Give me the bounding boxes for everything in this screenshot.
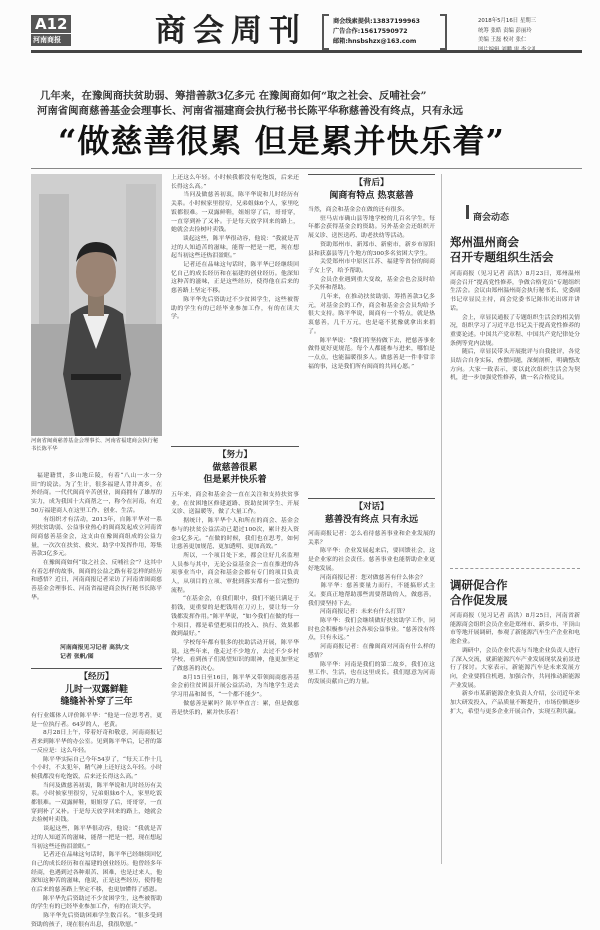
- section-1-title: 儿时一双露鲜鞋 缝缝补补穿了三年: [60, 685, 133, 707]
- section-title: 商会周刊: [155, 13, 307, 49]
- news-2-title: 调研促合作 合作促发展: [450, 578, 508, 607]
- intro-text: 福建籍贯，多山地丘陵，有着“八山一水一分田”的说法。为了生计，很多福建人背井离乡，在外经商。一代代闽商辛苦创业，闽商拥有了雄厚的实力，成为我国十大商帮之一，称今在河南，有近50万福建商人在这里工作、创业、生活。 有组织才有活动，2013年，自陈平华对一系列扶贫助弱、公益事业热心的闽商发起成立河南省闽商慈善基金会，这支由在豫闽商组成的公益力量，一次次在扶贫、救灾、助学中发挥作用，筹集善款3亿多元。 在豫闽商如何“取之社会、反哺社会”？这其中有着怎样的故事，闽商的公益之路有着怎样的经历和感悟？近日，河南商报记者采访了河南省闽商慈善基金会理事长、河南省福建商会执行秘书长陈平华。: [31, 473, 162, 601]
- paper-name-box: [31, 34, 71, 46]
- column-2-top-text: 上还这么年轻。小时候我都没有吃饱饭，后来还长得这么高。” 当问及做慈善初衷，陈平华说和儿时经历有关系。小时候家里很穷，兄弟姐妹6个人，家里吃饭都很难。一双露鲜鞋，姐姐穿了后，哥哥穿，一直穿到补了又补。于是每天放学回来的路上，她就会去捡树叶卖钱。 谈起这些，陈平华很动容，他说：“我就是苦过的人知道苦的滋味，能帮一把是一把，现在想起当初这些还热泪盈眶。” 记者还在品味这句话时，陈平华已经继续回忆自己的成长经历和在福建的创业经历。他深知这种苦的滋味，正是这些经历，使得他在后来的慈善路上坚定不移。 陈平华先后资助过不少贫困学生，这些被帮助的学生有的已经毕业参加工作，有的在读大学。: [171, 175, 299, 321]
- section-1-header: 【经历】: [79, 672, 114, 682]
- email: 邮箱:hnsbshzx@163.com: [333, 38, 417, 45]
- section-2-rule: [171, 446, 299, 447]
- page-number: A12: [35, 15, 68, 33]
- sidebar-separator: [450, 568, 580, 569]
- section-4-header: 【对话】: [354, 502, 389, 512]
- photo-caption: 河南省闽商慈善基金会理事长、河南省福建商会执行秘书长陈平华: [31, 438, 159, 452]
- designer-credit: 美编 王磊 校对 张仁: [478, 37, 527, 43]
- section-3-body: 当然，商会和基金会在做的还有很多。 驻马店市确山县等地学校的几百名学生，每年都会获得基金会的资助。另外基金会还组织开展义诊、送医送药、助老扶幼等活动。 资助郑州市、新郑市、新密市，新乡市原阳县和获嘉县等几个地方的300多名贫困大学生。 关爱郑州市中原区江苏、福建等省份的闽商子女上学，给予帮助。 会员企业遇到重大变故，基金会也会及时给予关怀和帮助。 几年来，在推动扶贫助弱、筹措善款3亿多元，对基金会的工作，商会和基金会会员均给予很大支持。陈平华说，闽商有一个特点，就是热衷慈善，几千万元，也是毫不犹豫就拿出来捐了。 陈平华说：“我们将坚持做下去，把慈善事业做得更好更规范。每个人都能参与进来，哪怕是一点点，也能温暖很多人。做慈善是一件非常幸福的事，这是我们所有闽商的共同心愿。”: [308, 207, 435, 370]
- masthead-rule: [31, 50, 582, 53]
- masthead-contact: [333, 17, 441, 47]
- hotline: 商会线索提供:13837199963: [333, 18, 420, 25]
- section-bracket-right: [440, 14, 447, 50]
- section-3-title: 闽商有特点 热衷慈善: [329, 191, 414, 201]
- headline-main: “做慈善很累 但是累并快乐着”: [58, 122, 505, 160]
- news-1-body: 河南商报（见习记者 高洪）8月23日，郑州温州商会召开“提高党性修养，争做合格党员”专题组织生活会。会议由郑州温州商会执行秘书长、党委副书记章显民主持，商会党委书记陈伟光出席并讲话。 会上，章显民通报了专题组织生活会的相关情况，组织学习了习近平总书记关于提高党性修养的重要论述。中国共产党章程、中国共产党纪律处分条例等党内法规。 随后，章显民带头开展批评与自我批评，各党员结合自身实际，查摆问题，深刻剖析，明确整改方向。大家一致表示，要以此次组织生活会为契机，进一步加强党性修养，做一名合格党员。: [450, 271, 580, 382]
- section-1-body: 有行业媒体人评价陈平华：“他是一位思考者，更是一位执行者。64岁的人，老黄。 8月28日上午，带着好奇和敬意，河南商报记者来到陈平华的办公室。见到陈平华后，记者的第一反应是：这么年轻。 陈平华实际自己今年54岁了，“每天工作十几个小时，不太犯年，精气神上还好这么年轻。小时候我都没有吃饱饭，后来还长得这么高。” 当问及做慈善初衷，陈平华说和儿时经历有关系。小时候家里很穷，兄弟姐妹6个人，家里吃饭都很难。一双露鲜鞋，姐姐穿了后，哥哥穿，一直穿到补了又补。于是每天放学回来的路上，她就会去捡树叶卖钱。 谈起这些，陈平华很动容，他说：“我就是苦过的人知道苦的滋味，能帮一把是一把，现在想起当初这些还热泪盈眶。” 记者还在品味这句话时，陈平华已经继续回忆自己的成长经历和在福建的创业经历。他曾经多年经商，也遇到过各种艰苦、困难，也是过来人，他深知这种苦的滋味，他说，正是这些经历，使得他在后来的慈善路上坚定不移，也更加懂得了感恩。 陈平华先后资助过不少贫困学生，这些被帮助的学生有的已经毕业参加工作，有的在读大学。 陈平华先后资助困难学生数百名。“很多受到资助的孩子，现在很有出息，我很欣慰。”: [31, 713, 162, 928]
- news-1-title: 郑州温州商会 召开专题组织生活会: [450, 235, 554, 264]
- section-2-body: 五年来，商会和基金会一直在关注和支持扶贫事业，在贫困地区修建道路、资助贫困学生、开展义诊、送温暖等，做了大量工作。 据统计，陈平华个人和所在的商会、基金会参与的扶贫公益活动已超过100次，累计投入资金3亿多元。“在做的时候，我们也在思考，如何让慈善更加规范、更加透明、更加高效。” 所以，一个项目处下来，都会让好几名监理人员参与其中，无论公益基金会一直在推进的各项事业当中，商会和基金会都有专门的项目负责人，从项目的立项、审批到落实都有一套完整的流程。 “在基金会，在我们眼中，我们不能只满足于捐钱，更重要的是把钱用在刀刃上，要让每一分钱都发挥作用。”陈平华说，“如今我们在做的每一个项目，都是希望把项目的投入、执行、效果都做到最好。” 学校每年都有很多的扶助活动开展，陈平华说，这些年来，他走过不少地方，去过不少乡村学校，看到孩子们渴望知识的眼神，他更加坚定了做慈善的决心。 8月15日至16日，陈平华又带领闽商慈善基金会前往贫困县开展公益活动，为当地学生送去学习用品和图书，“一个都不能少”。 做慈善是累吗？陈平华直言：累，但是做慈善是快乐的，累并快乐着！: [171, 492, 299, 716]
- paper-name: 河南商报: [33, 36, 61, 44]
- section-4-rule: [308, 498, 435, 499]
- section-4-body: 河南商报记者：怎么看待慈善事业和企业发展的关系？ 陈平华：企业发展起来后，要回馈社会，这是企业家的社会责任。慈善事业也能帮助企业更好地发展。 河南商报记者：您对做慈善有什么体会？ 陈平华：慈善要量力而行，不能搞形式主义。要真正地帮助那些需要帮助的人，做慈善，我们要坚持下去。 河南商报记者：未来有什么打算？ 陈平华：我们会继续做好扶贫助学工作，同时也会积极参与社会各项公益事业。“慈善没有终点，只有永远。” 河南商报记者：在豫闽商对河南有什么样的感情？ 陈平华：河南是我们的第二故乡，我们在这里工作、生活，也在这里成长。我们愿意为河南的发展贡献自己的力量。: [308, 531, 435, 685]
- page-number-box: [31, 15, 71, 33]
- portrait-photo: [31, 174, 162, 436]
- news-2-body: 河南商报（见习记者 高洪）8月25日，河南省新能源商会组织会员企业赴郑州市、新乡市、平顶山市等地开展调研，参观了新能源汽车生产企业和电池企业。 调研中，会员企业代表与当地企业负责人进行了深入交流，就新能源汽车产业发展现状及前景进行了探讨。大家表示，新能源汽车是未来发展方向，企业要抓住机遇，加强合作，共同推动新能源产业发展。 新乡市某新能源企业负责人介绍，公司近年来加大研发投入，产品质量不断提升，市场份额逐步扩大，希望与更多企业开展合作，实现互利共赢。: [450, 613, 580, 715]
- headline-deck-2: 河南省闽商慈善基金会理事长、河南省福建商会执行秘书长陈平华称慈善没有终点，只有永远: [37, 105, 464, 117]
- sidebar-label-box: [466, 205, 537, 223]
- section-2-header: 【努力】: [217, 450, 252, 460]
- section-3-header: 【背后】: [354, 178, 389, 188]
- sidebar-divider: [441, 174, 442, 864]
- intro-byline: 河南商报见习记者 高洪/文 记者 张帆/图: [60, 644, 129, 660]
- headline-deck-1: 几年来，在豫闽商扶贫助弱、筹措善款3亿多元 在豫闽商如何“取之社会、反哺社会”: [40, 90, 427, 102]
- ad-phone: 广告合作:15617590972: [333, 28, 408, 35]
- section-3-rule: [308, 174, 435, 175]
- section-4-title: 慈善没有终点 只有永远: [324, 515, 419, 525]
- sidebar-label: 商会动态: [473, 213, 510, 223]
- section-2-title: 做慈善很累 但是累并快乐着: [203, 463, 267, 485]
- issue-date: 2018年5月16日 星期三: [478, 18, 537, 24]
- section-1-rule: [31, 668, 162, 669]
- portrait-illustration: [31, 174, 162, 436]
- headline-rule: [31, 168, 582, 169]
- section-bracket-left: [322, 14, 329, 50]
- editor-credit: 统筹 张皓 责编 彭丽玲: [478, 27, 532, 34]
